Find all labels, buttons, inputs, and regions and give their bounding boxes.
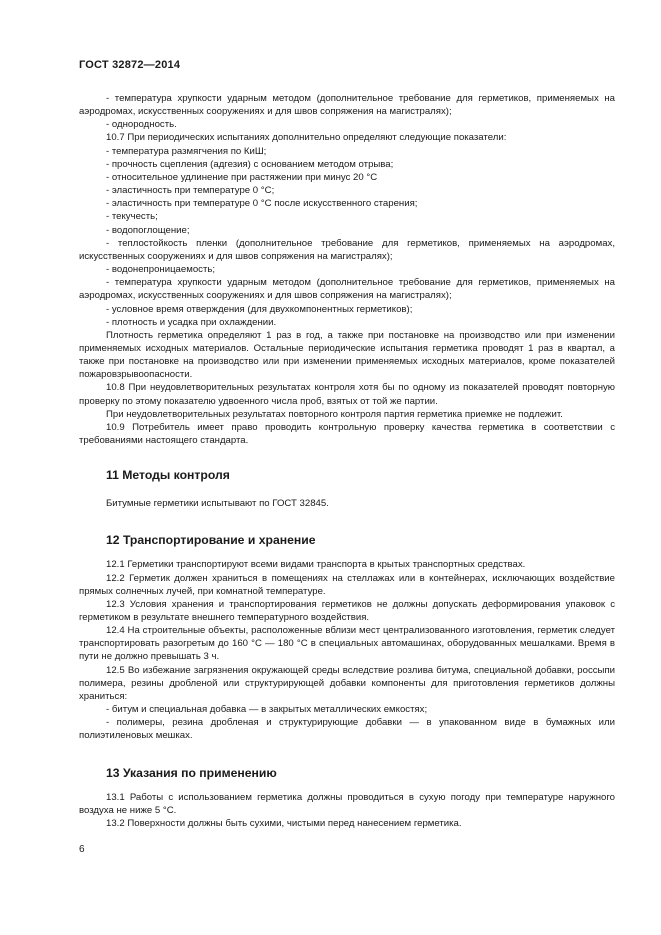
section-heading-12: 12 Транспортирование и хранение — [106, 533, 316, 548]
section-heading-11: 11 Методы контроля — [106, 468, 230, 483]
paragraph: 13.2 Поверхности должны быть сухими, чистыми перед нанесением герметика. — [106, 817, 462, 829]
paragraph: При неудовлетворительных результатах повторного контроля партия герметика приемке не подлежит. — [106, 408, 563, 420]
document-header: ГОСТ 32872—2014 — [79, 59, 181, 71]
paragraph: - эластичность при температуре 0 °С; — [106, 185, 275, 197]
paragraph: 12.3 Условия хранения и транспортирования герметиков не должны допускать деформирования упаковок с герметиком в результате внешнего температурного воздействия. — [79, 598, 615, 623]
paragraph: - температура хрупкости ударным методом (дополнительное требование для герметиков, применяемых на аэродромах, искусственных сооружениях и для швов сопряжения на магистралях); — [79, 93, 615, 118]
paragraph: - прочность сцепления (адгезия) с основанием методом отрыва; — [106, 158, 394, 170]
page-number: 6 — [79, 844, 85, 855]
paragraph: - водопоглощение; — [106, 224, 190, 236]
paragraph: 12.4 На строительные объекты, расположенные вблизи мест централизованного изготовления, герметик следует транспортировать разогретым до 160 °С — 180 °С в специальных автомашинах, оборудованных мешалками. Время в пути не должно превышать 3 ч. — [79, 625, 615, 663]
paragraph: 12.1 Герметики транспортируют всеми видами транспорта в крытых транспортных средствах. — [106, 559, 526, 571]
paragraph: - температура хрупкости ударным методом (дополнительное требование для герметиков, применяемых на аэродромах, искусственных сооружениях и для швов сопряжения на магистралях); — [79, 277, 615, 302]
section-heading-13: 13 Указания по применению — [106, 765, 277, 780]
paragraph: - теплостойкость пленки (дополнительное требование для герметиков, применяемых на аэродромах, искусственных сооружениях и для швов сопряжения на магистралях); — [79, 237, 615, 262]
paragraph: - относительное удлинение при растяжении при минус 20 °С — [106, 171, 378, 183]
paragraph: - битум и специальная добавка — в закрытых металлических емкостях; — [106, 704, 428, 716]
paragraph: - однородность. — [106, 119, 177, 131]
paragraph: 10.8 При неудовлетворительных результатах контроля хотя бы по одному из показателей проводят повторную проверку по этому показателю удвоенного числа проб, взятых от той же партии. — [79, 382, 615, 407]
paragraph: 10.9 Потребитель имеет право проводить контрольную проверку качества герметика в соответствии с требованиями настоящего стандарта. — [79, 421, 615, 447]
paragraph: - водонепроницаемость; — [106, 264, 216, 276]
document-body — [79, 92, 615, 830]
paragraph: 10.7 При периодических испытаниях дополнительно определяют следующие показатели: — [106, 132, 507, 144]
paragraph: - эластичность при температуре 0 °С после искусственного старения; — [106, 198, 418, 210]
paragraph: Битумные герметики испытывают по ГОСТ 32845. — [106, 498, 329, 510]
paragraph: 13.1 Работы с использованием герметика должны проводиться в сухую погоду при температуре наружного воздуха не ниже 5 °С. — [79, 791, 615, 816]
paragraph: - текучесть; — [106, 211, 158, 223]
paragraph: - полимеры, резина дробленая и структурирующие добавки — в упакованном виде в бумажных или полиэтиленовых мешках. — [79, 717, 615, 742]
paragraph: - условное время отверждения (для двухкомпонентных герметиков); — [106, 303, 413, 315]
paragraph: - плотность и усадка при охлаждении. — [106, 316, 277, 328]
paragraph: 12.2 Герметик должен храниться в помещениях на стеллажах или в контейнерах, исключающих воздействие прямых солнечных лучей, при комнатной температуре. — [79, 572, 615, 597]
paragraph: 12.5 Во избежание загрязнения окружающей среды вследствие розлива битума, специальной добавки, россыпи полимера, резины дробленой или структурирующей добавки компоненты для приготовления герметиков должны храниться: — [79, 664, 615, 702]
paragraph: Плотность герметика определяют 1 раз в год, а также при постановке на производство или при изменении применяемых исходных материалов. Остальные периодические испытания герметика проводят 1 раз в квартал, а также при постановке на производство или при изменении применяемых исходных материалов, кроме показателей пожаровзрывоопасности. — [79, 329, 615, 381]
paragraph: - температура размягчения по КиШ; — [106, 145, 267, 157]
